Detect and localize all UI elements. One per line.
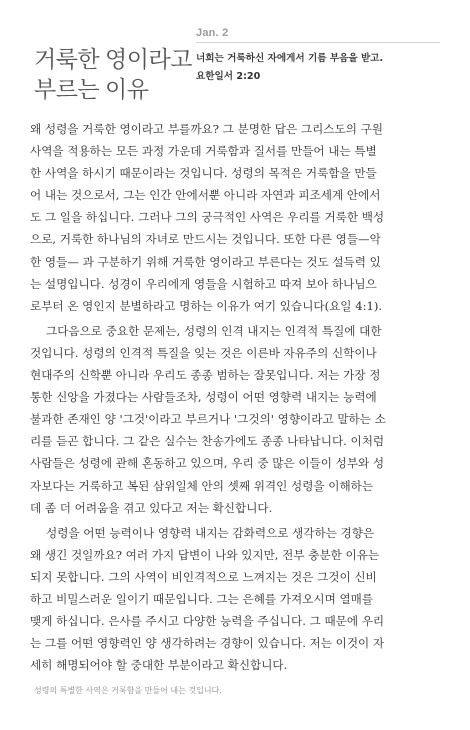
paragraph-2 [30, 320, 442, 519]
title-line-1: 거룩한 영이라고 [34, 46, 192, 72]
text-line: 되지 못합니다. 그의 사역이 비인격적으로 느껴지는 것은 그것이 신비 [30, 569, 377, 584]
text-line: 맺게 하십니다. 은사를 주시고 다양한 능력을 주십니다. 그 때문에 우리 [30, 614, 385, 629]
text-line: 한 영들— 과 구분하기 위해 거룩한 영이라고 부른다는 것도 설득력 있 [30, 254, 381, 269]
text-line: 도 그 일을 하십니다. 그러나 그의 궁극적인 사역은 우리를 거룩한 백성 [30, 210, 385, 225]
text-line: 리를 듣곤 합니다. 그 같은 실수는 찬송가에도 종종 나타납니다. 이처럼 [30, 434, 385, 449]
text-line: 불과한 존재인 양 '그것'이라고 부르거나 '그것의' 영향이라고 말하는 소 [30, 412, 386, 427]
text-line: 그다음으로 중요한 문제는, 성령의 인격 내지는 인격적 특질에 대한 [46, 323, 382, 338]
paragraph-1 [30, 118, 442, 317]
text-line: 어 내는 것으로서, 그는 인간 안에서뿐 아니라 자연과 피조세계 안에서 [30, 188, 381, 203]
text-line: 한 사역을 하시기 때문이라는 것입니다. 성령의 목적은 거룩함을 만들 [30, 166, 377, 181]
text-line: 자보다는 거룩하고 복된 삼위일체 안의 셋째 위격인 성령을 이해하는 [30, 478, 374, 493]
title-line-2: 부르는 이유 [34, 76, 149, 102]
text-line: 현대주의 신학뿐 아니라 우리도 종종 범하는 잘못입니다. 저는 가장 정 [30, 368, 381, 383]
text-line: 로부터 온 영인지 분별하라고 명하는 이유가 여기 있습니다(요일 4:1). [30, 298, 383, 313]
page-date: Jan. 2 [196, 27, 229, 39]
text-line: 사역을 적용하는 모든 과정 가운데 거룩함과 질서를 만들어 내는 특별 [30, 144, 377, 159]
text-line: 하고 비밀스러운 일이기 때문입니다. 그는 은혜를 가져오시며 열매를 [30, 591, 374, 606]
text-line: 왜 성령을 거룩한 영이라고 부를까요? 그 분명한 답은 그리스도의 구원 [30, 122, 383, 136]
text-line: 사람들은 성령에 관해 혼동하고 있으며, 우리 중 많은 이들이 성부와 성 [30, 456, 385, 471]
text-line: 성령을 어떤 능력이나 영향력 내지는 감화력으로 생각하는 경향은 [46, 525, 375, 540]
text-line: 으로, 거룩한 하나님의 자녀로 만드시는 것입니다. 또한 다른 영들—악 [30, 232, 381, 247]
date-divider [196, 42, 440, 43]
text-line: 세히 해명되어야 할 중대한 부분이라고 확신합니다. [30, 658, 288, 673]
verse-reference: 요한일서 2:20 [196, 71, 261, 82]
page-title [34, 44, 192, 104]
paragraph-3 [30, 522, 442, 677]
text-line: 왜 생긴 것일까요? 여러 가지 답변이 나와 있지만, 전부 충분한 이유는 [30, 547, 380, 562]
body-text [30, 118, 442, 679]
footer-caption: 성령의 특별한 사역은 거룩함을 만들어 내는 것입니다. [34, 686, 222, 695]
text-line: 것입니다. 성령의 인격적 특질을 잊는 것은 이른바 자유주의 신학이나 [30, 345, 377, 360]
text-line: 데 좀 더 어려움을 겪고 있다고 저는 확신합니다. [30, 500, 273, 515]
text-line: 통한 신앙을 가졌다는 사람들조차, 성령이 어떤 영향력 내지는 능력에 [30, 390, 377, 405]
verse-text: 너희는 거룩하신 자에게서 기름 부음을 받고. [196, 53, 384, 64]
text-line: 는 그를 어떤 영향력인 양 생각하려는 경향이 있습니다. 저는 이것이 자 [30, 636, 385, 651]
text-line: 는 설명입니다. 성경이 우리에게 영들을 시험하고 따져 보아 하나님으 [30, 276, 377, 291]
scripture-verse [196, 50, 442, 86]
